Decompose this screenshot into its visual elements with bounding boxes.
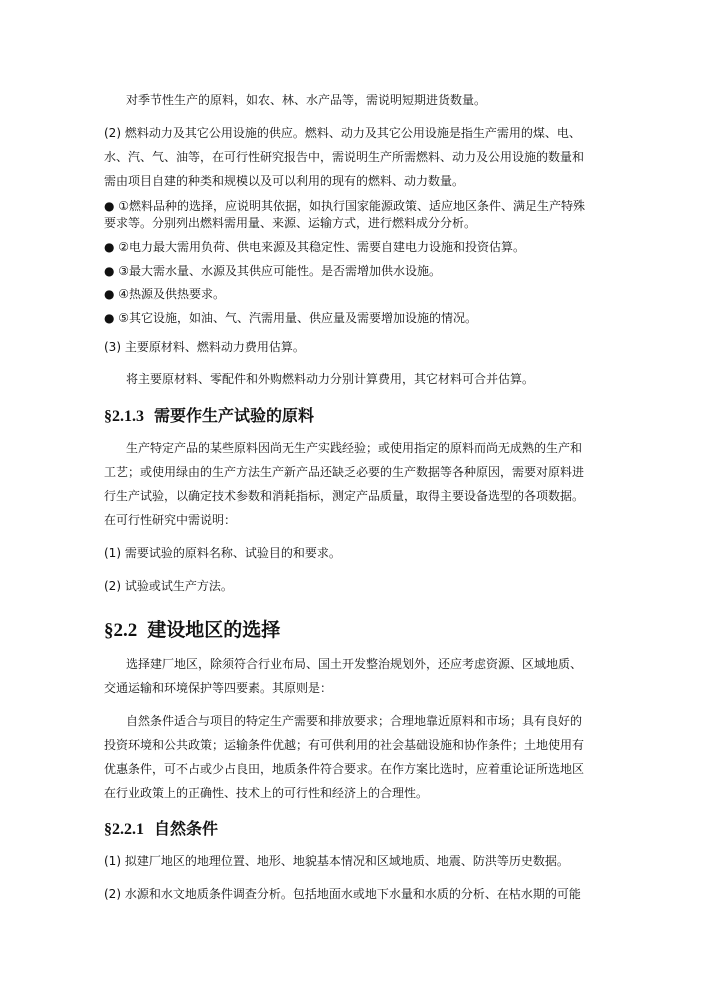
- list-item-geography: (1) 拟建厂地区的地理位置、地形、地貌基本情况和区域地质、地震、防洪等历史数据。: [104, 854, 569, 868]
- bullet-power-load: ● ②电力最大需用负荷、供电来源及其稳定性、需要自建电力设施和投资估算。: [104, 240, 526, 254]
- paragraph-trial-line-2: 工艺；或使用绿由的生产方法生产新产品还缺乏必要的生产数据等各种原因，需要对原料进: [104, 465, 585, 479]
- heading-2-2-number: §2.2: [104, 620, 138, 641]
- paragraph-seasonal-materials: 对季节性生产的原料，如农、林、水产品等，需说明短期进货数量。: [126, 93, 487, 107]
- heading-2-2: [104, 617, 280, 644]
- paragraph-trial-line-4: 在可行性研究中需说明：: [104, 513, 237, 527]
- paragraph-site-selection-line-2: 交通运输和环境保护等四要素。其原则是：: [104, 681, 333, 695]
- bullet-water-demand: ● ③最大需水量、水源及其供应可能性。是否需增加供水设施。: [104, 264, 442, 278]
- heading-2-2-title: 建设地区的选择: [147, 619, 281, 641]
- paragraph-fuel-supply-line-2: 水、汽、气、油等，在可行性研究报告中，需说明生产所需燃料、动力及公用设施的数量和: [104, 150, 585, 164]
- heading-2-2-1-number: §2.2.1: [104, 821, 144, 838]
- heading-2-1-3-title: 需要作生产试验的原料: [154, 406, 315, 425]
- paragraph-trial-line-3: 行生产试验，以确定技术参数和消耗指标，测定产品质量，取得主要设备选型的各项数据。: [104, 489, 585, 503]
- paragraph-site-selection-line-1: 选择建厂地区，除须符合行业布局、国土开发整治规划外，还应考虑资源、区域地质、: [126, 657, 583, 671]
- heading-2-1-3: [104, 405, 314, 428]
- heading-2-2-1-title: 自然条件: [154, 819, 219, 838]
- paragraph-principles-line-3: 优惠条件，可不占或少占良田，地质条件符合要求。在作方案比选时，应着重论证所选地区: [104, 762, 585, 776]
- bullet-fuel-selection-line-2: 要求等。分别列出燃料需用量、来源、运输方式，进行燃料成分分析。: [104, 216, 477, 230]
- heading-2-2-1: [104, 818, 218, 841]
- bullet-other-facilities: ● ⑤其它设施，如油、气、汽需用量、供应量及需要增加设施的情况。: [104, 311, 478, 325]
- list-item-trial-method: (2) 试验或试生产方法。: [104, 579, 233, 593]
- list-item-hydrology: (2) 水源和水文地质条件调查分析。包括地面水或地下水量和水质的分析、在枯水期的可能: [104, 887, 581, 901]
- paragraph-fuel-supply-line-3: 需由项目自建的种类和规模以及可以利用的现有的燃料、动力数量。: [104, 174, 465, 188]
- paragraph-fuel-supply-line-1: (2) 燃料动力及其它公用设施的供应。燃料、动力及其它公用设施是指生产需用的煤、电、: [104, 126, 581, 140]
- paragraph-trial-line-1: 生产特定产品的某些原料因尚无生产实践经验；或使用指定的原料而尚无成熟的生产和: [126, 441, 583, 455]
- paragraph-principles-line-4: 在行业政策上的正确性、技术上的可行性和经济上的合理性。: [104, 786, 429, 800]
- paragraph-principles-line-1: 自然条件适合与项目的特定生产需要和排放要求；合理地靠近原料和市场；具有良好的: [126, 714, 583, 728]
- paragraph-cost-estimate: (3) 主要原材料、燃料动力费用估算。: [104, 340, 305, 354]
- paragraph-cost-method: 将主要原材料、零配件和外购燃料动力分别计算费用，其它材料可合并估算。: [126, 372, 535, 386]
- bullet-fuel-selection-line-1: ● ①燃料品种的选择，应说明其依据，如执行国家能源政策、适应地区条件、满足生产特殊: [104, 199, 586, 213]
- list-item-trial-materials: (1) 需要试验的原料名称、试验目的和要求。: [104, 546, 341, 560]
- bullet-heat-source: ● ④热源及供热要求。: [104, 287, 226, 301]
- paragraph-principles-line-2: 投资环境和公共政策；运输条件优越；有可供利用的社会基础设施和协作条件；土地使用有: [104, 738, 585, 752]
- heading-2-1-3-number: §2.1.3: [104, 408, 144, 425]
